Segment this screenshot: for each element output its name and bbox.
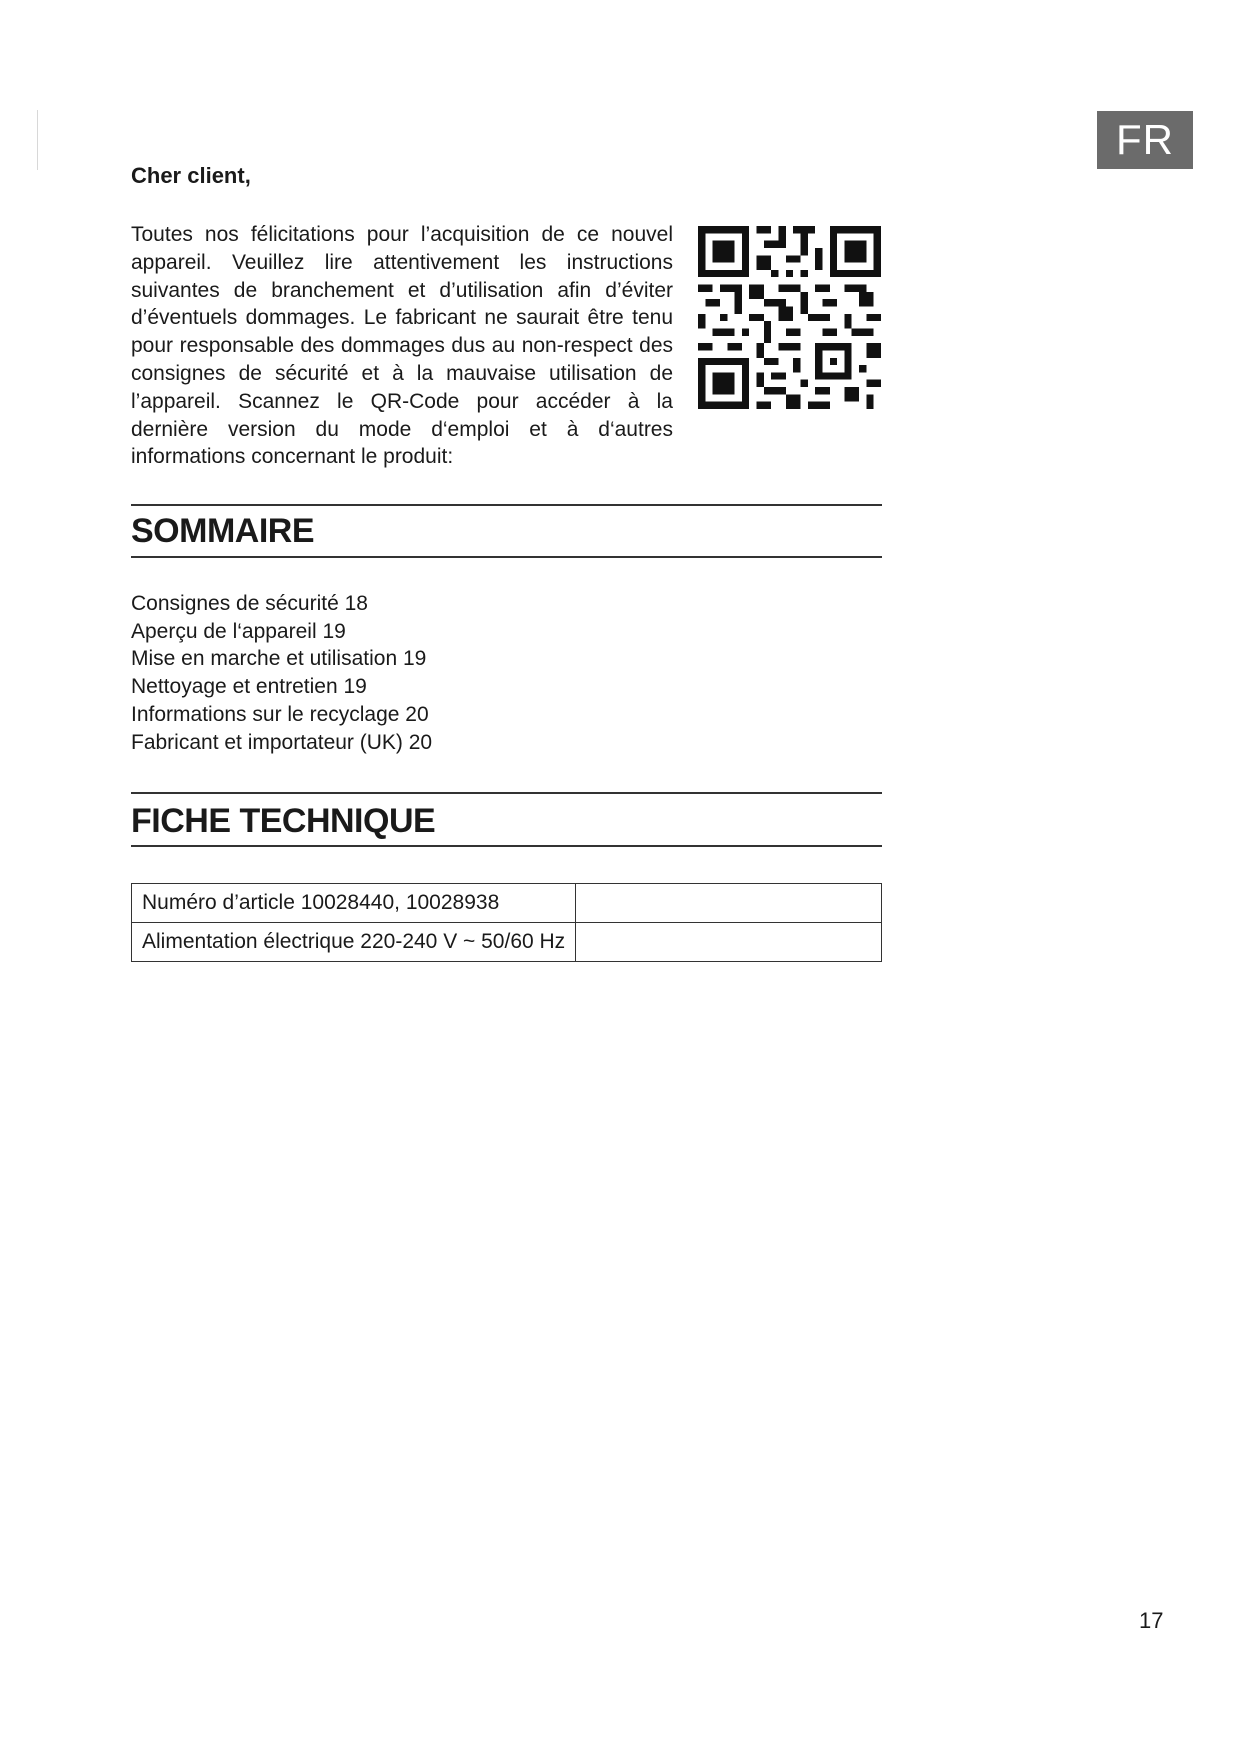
section-rule-top	[131, 504, 882, 506]
spec-value	[576, 884, 882, 923]
toc-item[interactable]: Nettoyage et entretien 19	[131, 675, 367, 699]
section-rule-bottom	[131, 845, 882, 847]
toc-item[interactable]: Aperçu de l‘appareil 19	[131, 619, 346, 643]
toc-item[interactable]: Informations sur le recyclage 20	[131, 702, 429, 726]
greeting: Cher client,	[131, 163, 251, 188]
toc-item[interactable]: Mise en marche et utilisation 19	[131, 647, 427, 671]
intro-paragraph: Toutes nos félicitations pour l’acquisition de ce nouvel appareil. Veuillez lire attentivement les instructions suivantes de branchement et d’utilisation afin d’éviter d’éventuels dommages. Le fabricant ne saurait être tenu pour responsable des dommages dus au non-respect des consignes de sécurité et à la mauvaise utilisation de l’appareil. Scannez le QR-Code pour accéder à la dernière version du mode d‘emploi et à d‘autres informations concernant le produit:	[131, 223, 673, 469]
spec-table	[131, 883, 882, 962]
table-of-contents	[131, 590, 432, 756]
fiche-technique-heading: FICHE TECHNIQUE	[131, 802, 436, 840]
section-rule-bottom	[131, 556, 882, 558]
toc-item[interactable]: Fabricant et importateur (UK) 20	[131, 730, 433, 754]
sommaire-heading: SOMMAIRE	[131, 512, 314, 550]
toc-item[interactable]: Consignes de sécurité 18	[131, 592, 368, 615]
margin-rule	[37, 110, 38, 170]
language-badge: FR	[1097, 111, 1193, 169]
qr-code-icon[interactable]	[698, 226, 881, 409]
table-row	[132, 923, 882, 962]
spec-value	[576, 923, 882, 962]
section-rule-top	[131, 792, 882, 794]
spec-label: Numéro d’article 10028440, 10028938	[132, 884, 576, 923]
table-row	[132, 884, 882, 923]
spec-label: Alimentation électrique 220-240 V ~ 50/60 Hz	[132, 923, 576, 962]
page-number: 17	[1139, 1608, 1164, 1633]
